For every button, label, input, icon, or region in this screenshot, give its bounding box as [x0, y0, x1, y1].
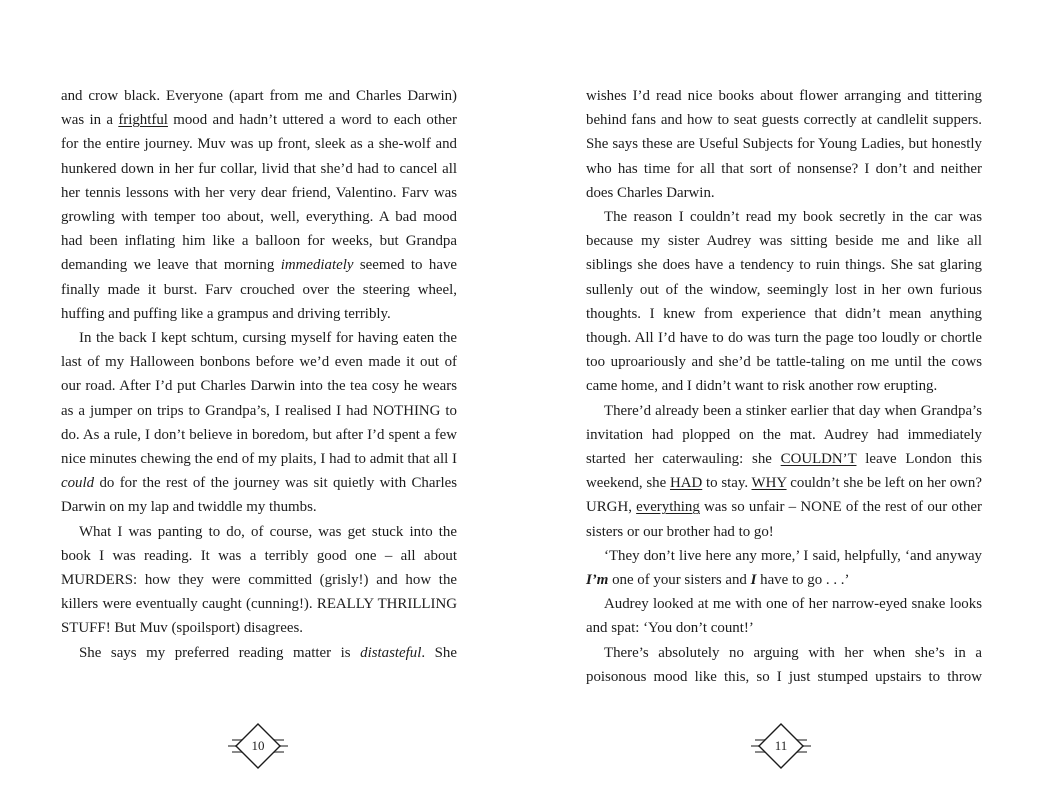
page-number: 11 [774, 738, 788, 753]
underlined-word: COULDN’T [780, 451, 857, 468]
paragraph: ‘They don’t live here any more,’ I said, helpfully, ‘and anyway I’m one of your sisters and I have to go . . .’ [586, 547, 982, 589]
right-page [586, 84, 982, 689]
left-page [61, 84, 457, 665]
underlined-word: frightful [118, 112, 168, 129]
page-number: 10 [251, 738, 265, 753]
right-page-folio [721, 722, 841, 770]
underlined-word: everything [636, 499, 700, 516]
paragraph: What I was panting to do, of course, was get stuck into the book I was reading. It was a terribly good one – all about MURDERS: how they were committed (grisly!) and how the killers were eventually caught (cunning!). REALLY THRILLING STUFF! But Muv (spoilsport) disagrees. [61, 523, 457, 637]
paragraph: and crow black. Everyone (apart from me and Charles Darwin) was in a frightful mood and hadn’t uttered a word to each other for the entire journey. Muv was up front, sleek as a she-wolf and hunkered down in her fur collar, livid that she’d had to cancel all her tennis lessons with her very dear friend, Valentino. Farv was growling with temper too about, well, everything. A bad mood had been inflating him like a balloon for weeks, but Grandpa demanding we leave that morning immediately seemed to have finally made it burst. Farv crouched over the steering wheel, huffing and puffing like a grampus and driving terribly. [61, 88, 458, 322]
paragraph: wishes I’d read nice books about flower arranging and tittering behind fans and how to seat guests correctly at candlelit suppers. She says these are Useful Subjects for Young Ladies, but honestly who has time for all that sort of nonsense? I don’t and neither does Charles Darwin. [586, 88, 982, 201]
bold-italic-word: I’m [586, 572, 609, 589]
italic-word: distasteful [360, 644, 422, 661]
paragraph: There’s absolutely no arguing with her when she’s in a poisonous mood like this, so I just stumped upstairs to throw [586, 644, 982, 685]
bold-italic-word: I [750, 572, 757, 589]
paragraph: Audrey looked at me with one of her narrow-eyed snake looks and spat: ‘You don’t count!’ [586, 596, 982, 637]
left-page-folio [198, 722, 318, 770]
underlined-word: WHY [751, 475, 787, 492]
paragraph: The reason I couldn’t read my book secretly in the car was because my sister Audrey was sitting beside me and like all siblings she does have a tendency to ruin things. She sat glaring sullenly out of the window, seemingly lost in her own furious thoughts. I knew from experience that didn’t mean anything though. All I’d have to do was turn the page too loudly or chortle too uproariously and she’d be tattle-taling on me until the cows came home, and I didn’t want to risk another row erupting. [586, 209, 982, 395]
italic-word: immediately [280, 257, 354, 274]
paragraph: There’d already been a stinker earlier that day when Grandpa’s invitation had plopped on the mat. Audrey had immediately started her caterwauling: she COULDN’T leave London this weekend, she HAD to stay. WHY couldn’t she be left on her own? URGH, everything was so unfair – NONE of the rest of our other sisters or our brother had to go! [586, 402, 982, 540]
paragraph: She says my preferred reading matter is distasteful. She [79, 644, 457, 661]
italic-word: could [61, 475, 95, 492]
paragraph: In the back I kept schtum, cursing myself for having eaten the last of my Halloween bonbons before we’d even made it out of our road. After I’d put Charles Darwin into the tea cosy he wears as a jumper on trips to Grandpa’s, I realised I had NOTHING to do. As a rule, I don’t believe in boredom, but after I’d spent a few nice minutes chewing the end of my plaits, I had to admit that all I could do for the rest of the journey was sit quietly with Charles Darwin on my lap and twiddle my thumbs. [61, 330, 457, 516]
underlined-word: HAD [669, 475, 703, 492]
